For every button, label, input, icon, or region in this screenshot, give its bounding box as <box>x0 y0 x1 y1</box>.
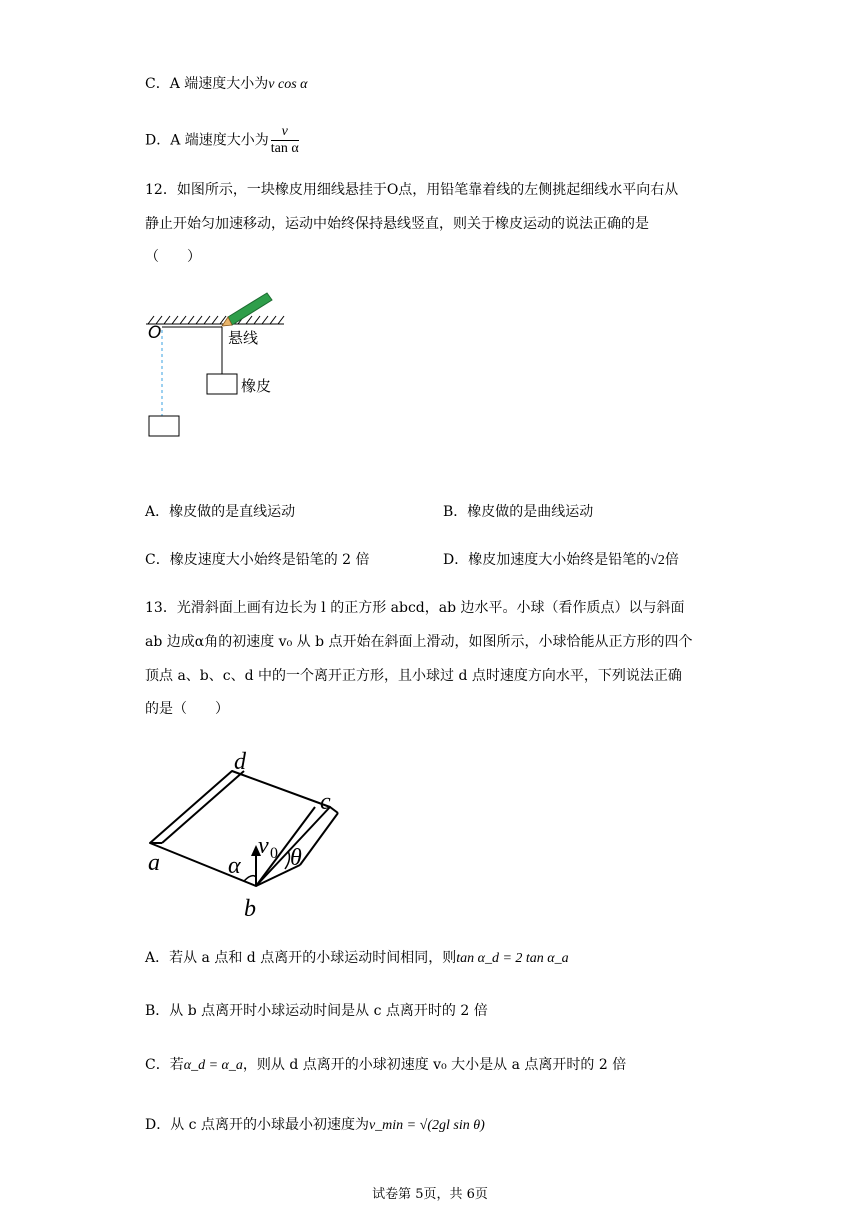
label-d: d <box>234 749 246 775</box>
q12-stem-line1: 12．如图所示，一块橡皮用细线悬挂于O点，用铅笔靠着线的左侧挑起细线水平向右从 <box>145 182 679 198</box>
q13-option-a: A．若从 a 点和 d 点离开的小球运动时间相同，则tan α_d = 2 tan α_a <box>145 950 569 966</box>
q12-option-b: B．橡皮做的是曲线运动 <box>443 504 594 520</box>
q12-stem-line2: 静止开始匀加速移动，运动中始终保持悬线竖直，则关于橡皮运动的说法正确的是 <box>145 216 649 232</box>
label-a: a <box>148 850 160 876</box>
page-footer: 试卷第 5页，共 6页 <box>372 1187 488 1202</box>
q13-stem-line4: 的是（ ） <box>145 701 229 717</box>
fraction: $\frac{v}{\text{tan α}}$ <box>270 124 299 156</box>
q12-stem-line3: （ ） <box>145 249 201 265</box>
q13-stem-line2: ab 边成α角的初速度 v₀ 从 b 点开始在斜面上滑动，如图所示，小球恰能从正方形的四个 <box>145 634 693 650</box>
q12-option-a: A．橡皮做的是直线运动 <box>145 504 296 520</box>
label-c: c <box>320 789 331 815</box>
q13-stem-line1: 13．光滑斜面上画有边长为 l 的正方形 abcd，ab 边水平。小球（看作质点）以与斜面 <box>145 600 685 616</box>
eraser-box <box>207 374 237 394</box>
q11-option-d: D．A 端速度大小为 $\frac{v}{\text{tan α}}$ <box>145 124 299 156</box>
q11-option-c: C．A 端速度大小为v cos α <box>145 76 308 92</box>
label-theta: θ <box>290 845 302 871</box>
ceiling-hatch <box>146 316 284 324</box>
label-b: b <box>244 896 256 920</box>
eraser-initial-box <box>149 416 179 436</box>
q13-stem-line3: 顶点 a、b、c、d 中的一个离开正方形，且小球过 d 点时速度方向水平，下列说法正确 <box>145 668 682 684</box>
alpha-arc <box>244 876 256 881</box>
q12-option-c: C．橡皮速度大小始终是铅笔的 2 倍 <box>145 552 370 568</box>
label-eraser: 橡皮 <box>241 377 272 395</box>
q13-option-b: B．从 b 点离开时小球运动时间是从 c 点离开时的 2 倍 <box>145 1003 488 1019</box>
q13-option-c: C．若α_d = α_a，则从 d 点离开的小球初速度 v₀ 大小是从 a 点离开时的 2 倍 <box>145 1057 627 1073</box>
label-v: v <box>258 833 269 859</box>
q13-figure <box>140 745 360 920</box>
q12-option-d: D．橡皮加速度大小始终是铅笔的√2倍 <box>443 552 679 568</box>
label-alpha: α <box>228 853 241 879</box>
q12-figure <box>140 290 300 450</box>
label-v-sub: 0 <box>270 845 278 862</box>
q13-option-d: D．从 c 点离开的小球最小初速度为v_min = √(2gl sin θ) <box>145 1117 485 1133</box>
label-o: O <box>148 323 162 343</box>
label-thread: 悬线 <box>228 329 259 347</box>
